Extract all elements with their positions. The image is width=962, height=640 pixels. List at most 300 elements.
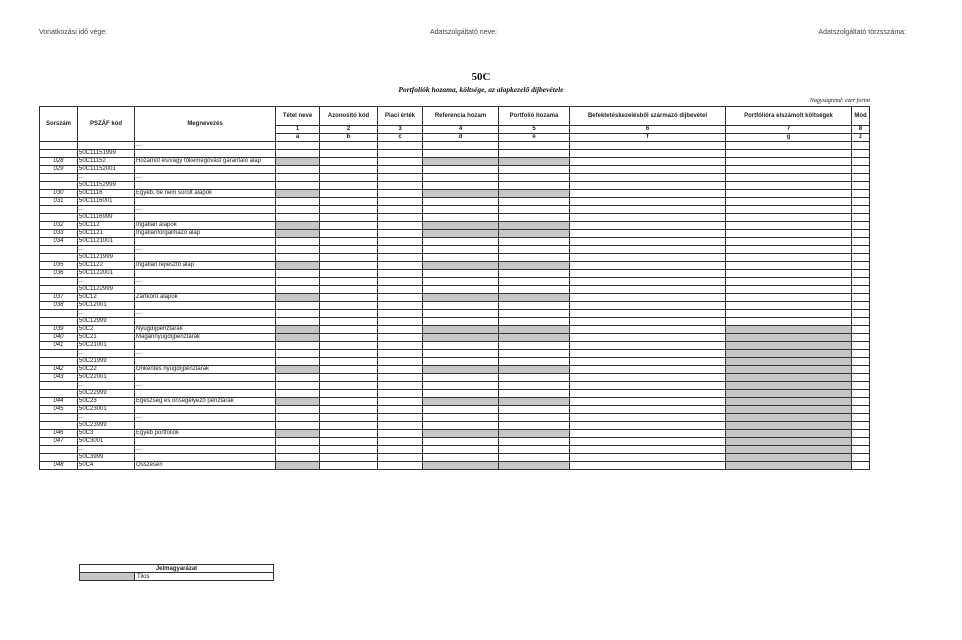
data-cell-z[interactable] [852, 454, 870, 462]
data-cell-d[interactable] [423, 446, 499, 454]
data-cell-e[interactable] [499, 366, 570, 374]
data-cell-b[interactable] [320, 254, 378, 262]
data-cell-a[interactable] [276, 382, 320, 390]
data-cell-d[interactable] [423, 366, 499, 374]
data-cell-e[interactable] [499, 278, 570, 286]
data-cell-c[interactable] [378, 454, 423, 462]
data-cell-g[interactable] [726, 246, 852, 254]
data-cell-a[interactable] [276, 294, 320, 302]
data-cell-d[interactable] [423, 150, 499, 158]
data-cell-e[interactable] [499, 214, 570, 222]
data-cell-f[interactable] [570, 302, 726, 310]
data-cell-g[interactable] [726, 294, 852, 302]
data-cell-e[interactable] [499, 246, 570, 254]
data-cell-a[interactable] [276, 238, 320, 246]
data-cell-d[interactable] [423, 174, 499, 182]
data-cell-f[interactable] [570, 262, 726, 270]
data-cell-f[interactable] [570, 422, 726, 430]
data-cell-g[interactable] [726, 166, 852, 174]
data-cell-g[interactable] [726, 214, 852, 222]
data-cell-z[interactable] [852, 190, 870, 198]
data-cell-a[interactable] [276, 366, 320, 374]
data-cell-b[interactable] [320, 238, 378, 246]
data-cell-z[interactable] [852, 150, 870, 158]
data-cell-c[interactable] [378, 246, 423, 254]
data-cell-f[interactable] [570, 214, 726, 222]
data-cell-b[interactable] [320, 262, 378, 270]
data-cell-g[interactable] [726, 390, 852, 398]
data-cell-f[interactable] [570, 198, 726, 206]
data-cell-z[interactable] [852, 366, 870, 374]
data-cell-a[interactable] [276, 214, 320, 222]
data-cell-f[interactable] [570, 230, 726, 238]
data-cell-f[interactable] [570, 398, 726, 406]
data-cell-g[interactable] [726, 262, 852, 270]
data-cell-e[interactable] [499, 174, 570, 182]
data-cell-c[interactable] [378, 262, 423, 270]
data-cell-g[interactable] [726, 254, 852, 262]
data-cell-e[interactable] [499, 438, 570, 446]
data-cell-f[interactable] [570, 270, 726, 278]
data-cell-b[interactable] [320, 382, 378, 390]
data-cell-a[interactable] [276, 406, 320, 414]
data-cell-g[interactable] [726, 446, 852, 454]
data-cell-a[interactable] [276, 398, 320, 406]
data-cell-d[interactable] [423, 142, 499, 150]
data-cell-c[interactable] [378, 462, 423, 470]
data-cell-d[interactable] [423, 462, 499, 470]
data-cell-d[interactable] [423, 254, 499, 262]
data-cell-b[interactable] [320, 430, 378, 438]
data-cell-a[interactable] [276, 358, 320, 366]
data-cell-g[interactable] [726, 398, 852, 406]
data-cell-c[interactable] [378, 286, 423, 294]
data-cell-e[interactable] [499, 358, 570, 366]
data-cell-d[interactable] [423, 262, 499, 270]
data-cell-c[interactable] [378, 142, 423, 150]
data-cell-f[interactable] [570, 326, 726, 334]
data-cell-b[interactable] [320, 318, 378, 326]
data-cell-b[interactable] [320, 174, 378, 182]
data-cell-c[interactable] [378, 382, 423, 390]
data-cell-g[interactable] [726, 374, 852, 382]
data-cell-c[interactable] [378, 190, 423, 198]
data-cell-c[interactable] [378, 310, 423, 318]
data-cell-a[interactable] [276, 318, 320, 326]
data-cell-f[interactable] [570, 310, 726, 318]
data-cell-c[interactable] [378, 174, 423, 182]
data-cell-c[interactable] [378, 206, 423, 214]
data-cell-d[interactable] [423, 398, 499, 406]
data-cell-z[interactable] [852, 422, 870, 430]
data-cell-e[interactable] [499, 158, 570, 166]
data-cell-c[interactable] [378, 374, 423, 382]
data-cell-f[interactable] [570, 246, 726, 254]
data-cell-c[interactable] [378, 230, 423, 238]
data-cell-b[interactable] [320, 398, 378, 406]
data-cell-b[interactable] [320, 422, 378, 430]
data-cell-e[interactable] [499, 294, 570, 302]
data-cell-a[interactable] [276, 278, 320, 286]
data-cell-z[interactable] [852, 438, 870, 446]
data-cell-c[interactable] [378, 294, 423, 302]
data-cell-g[interactable] [726, 190, 852, 198]
data-cell-e[interactable] [499, 142, 570, 150]
data-cell-a[interactable] [276, 262, 320, 270]
data-cell-e[interactable] [499, 446, 570, 454]
data-cell-b[interactable] [320, 342, 378, 350]
data-cell-g[interactable] [726, 198, 852, 206]
data-cell-a[interactable] [276, 414, 320, 422]
data-cell-b[interactable] [320, 182, 378, 190]
data-cell-f[interactable] [570, 318, 726, 326]
data-cell-f[interactable] [570, 438, 726, 446]
data-cell-a[interactable] [276, 230, 320, 238]
data-cell-z[interactable] [852, 358, 870, 366]
data-cell-f[interactable] [570, 222, 726, 230]
data-cell-c[interactable] [378, 446, 423, 454]
data-cell-a[interactable] [276, 182, 320, 190]
data-cell-z[interactable] [852, 326, 870, 334]
data-cell-g[interactable] [726, 350, 852, 358]
data-cell-f[interactable] [570, 150, 726, 158]
data-cell-a[interactable] [276, 286, 320, 294]
data-cell-z[interactable] [852, 158, 870, 166]
data-cell-b[interactable] [320, 350, 378, 358]
data-cell-g[interactable] [726, 302, 852, 310]
data-cell-g[interactable] [726, 422, 852, 430]
data-cell-d[interactable] [423, 206, 499, 214]
data-cell-a[interactable] [276, 422, 320, 430]
data-cell-g[interactable] [726, 174, 852, 182]
data-cell-z[interactable] [852, 310, 870, 318]
data-cell-f[interactable] [570, 294, 726, 302]
data-cell-b[interactable] [320, 310, 378, 318]
data-cell-e[interactable] [499, 302, 570, 310]
data-cell-e[interactable] [499, 390, 570, 398]
data-cell-b[interactable] [320, 390, 378, 398]
data-cell-d[interactable] [423, 230, 499, 238]
data-cell-f[interactable] [570, 278, 726, 286]
data-cell-b[interactable] [320, 278, 378, 286]
data-cell-z[interactable] [852, 142, 870, 150]
data-cell-d[interactable] [423, 342, 499, 350]
data-cell-e[interactable] [499, 222, 570, 230]
data-cell-f[interactable] [570, 342, 726, 350]
data-cell-d[interactable] [423, 438, 499, 446]
data-cell-d[interactable] [423, 406, 499, 414]
data-cell-z[interactable] [852, 318, 870, 326]
data-cell-f[interactable] [570, 462, 726, 470]
data-cell-d[interactable] [423, 302, 499, 310]
data-cell-g[interactable] [726, 358, 852, 366]
data-cell-a[interactable] [276, 350, 320, 358]
data-cell-b[interactable] [320, 222, 378, 230]
data-cell-a[interactable] [276, 446, 320, 454]
data-cell-a[interactable] [276, 430, 320, 438]
data-cell-a[interactable] [276, 190, 320, 198]
data-cell-z[interactable] [852, 374, 870, 382]
data-cell-b[interactable] [320, 366, 378, 374]
data-cell-d[interactable] [423, 334, 499, 342]
data-cell-z[interactable] [852, 238, 870, 246]
data-cell-c[interactable] [378, 398, 423, 406]
data-cell-e[interactable] [499, 326, 570, 334]
data-cell-z[interactable] [852, 270, 870, 278]
data-cell-g[interactable] [726, 366, 852, 374]
data-cell-g[interactable] [726, 414, 852, 422]
data-cell-g[interactable] [726, 342, 852, 350]
data-cell-z[interactable] [852, 174, 870, 182]
data-cell-g[interactable] [726, 158, 852, 166]
data-cell-e[interactable] [499, 374, 570, 382]
data-cell-f[interactable] [570, 142, 726, 150]
data-cell-a[interactable] [276, 374, 320, 382]
data-cell-e[interactable] [499, 238, 570, 246]
data-cell-c[interactable] [378, 222, 423, 230]
data-cell-e[interactable] [499, 430, 570, 438]
data-cell-d[interactable] [423, 350, 499, 358]
data-cell-z[interactable] [852, 398, 870, 406]
data-cell-a[interactable] [276, 142, 320, 150]
data-cell-a[interactable] [276, 310, 320, 318]
data-cell-c[interactable] [378, 166, 423, 174]
data-cell-e[interactable] [499, 454, 570, 462]
data-cell-c[interactable] [378, 438, 423, 446]
data-cell-b[interactable] [320, 414, 378, 422]
data-cell-d[interactable] [423, 414, 499, 422]
data-cell-b[interactable] [320, 206, 378, 214]
data-cell-c[interactable] [378, 270, 423, 278]
data-cell-c[interactable] [378, 358, 423, 366]
data-cell-d[interactable] [423, 454, 499, 462]
data-cell-z[interactable] [852, 294, 870, 302]
data-cell-z[interactable] [852, 462, 870, 470]
data-cell-f[interactable] [570, 454, 726, 462]
data-cell-c[interactable] [378, 254, 423, 262]
data-cell-f[interactable] [570, 414, 726, 422]
data-cell-z[interactable] [852, 246, 870, 254]
data-cell-b[interactable] [320, 302, 378, 310]
data-cell-c[interactable] [378, 366, 423, 374]
data-cell-b[interactable] [320, 166, 378, 174]
data-cell-b[interactable] [320, 446, 378, 454]
data-cell-d[interactable] [423, 430, 499, 438]
data-cell-d[interactable] [423, 294, 499, 302]
data-cell-d[interactable] [423, 246, 499, 254]
data-cell-g[interactable] [726, 286, 852, 294]
data-cell-d[interactable] [423, 270, 499, 278]
data-cell-g[interactable] [726, 462, 852, 470]
data-cell-d[interactable] [423, 182, 499, 190]
data-cell-a[interactable] [276, 254, 320, 262]
data-cell-a[interactable] [276, 326, 320, 334]
data-cell-z[interactable] [852, 262, 870, 270]
data-cell-b[interactable] [320, 294, 378, 302]
data-cell-b[interactable] [320, 286, 378, 294]
data-cell-g[interactable] [726, 438, 852, 446]
data-cell-f[interactable] [570, 390, 726, 398]
data-cell-c[interactable] [378, 342, 423, 350]
data-cell-c[interactable] [378, 214, 423, 222]
data-cell-f[interactable] [570, 182, 726, 190]
data-cell-d[interactable] [423, 214, 499, 222]
data-cell-f[interactable] [570, 158, 726, 166]
data-cell-c[interactable] [378, 302, 423, 310]
data-cell-a[interactable] [276, 198, 320, 206]
data-cell-e[interactable] [499, 150, 570, 158]
data-cell-g[interactable] [726, 206, 852, 214]
data-cell-z[interactable] [852, 342, 870, 350]
data-cell-f[interactable] [570, 286, 726, 294]
data-cell-e[interactable] [499, 182, 570, 190]
data-cell-f[interactable] [570, 366, 726, 374]
data-cell-f[interactable] [570, 406, 726, 414]
data-cell-g[interactable] [726, 334, 852, 342]
data-cell-g[interactable] [726, 454, 852, 462]
data-cell-f[interactable] [570, 374, 726, 382]
data-cell-e[interactable] [499, 262, 570, 270]
data-cell-e[interactable] [499, 190, 570, 198]
data-cell-e[interactable] [499, 254, 570, 262]
data-cell-z[interactable] [852, 230, 870, 238]
data-cell-e[interactable] [499, 350, 570, 358]
data-cell-g[interactable] [726, 238, 852, 246]
data-cell-e[interactable] [499, 270, 570, 278]
data-cell-d[interactable] [423, 326, 499, 334]
data-cell-e[interactable] [499, 342, 570, 350]
data-cell-c[interactable] [378, 158, 423, 166]
data-cell-b[interactable] [320, 326, 378, 334]
data-cell-g[interactable] [726, 318, 852, 326]
data-cell-f[interactable] [570, 174, 726, 182]
data-cell-z[interactable] [852, 406, 870, 414]
data-cell-d[interactable] [423, 318, 499, 326]
data-cell-g[interactable] [726, 310, 852, 318]
data-cell-e[interactable] [499, 318, 570, 326]
data-cell-e[interactable] [499, 398, 570, 406]
data-cell-z[interactable] [852, 446, 870, 454]
data-cell-z[interactable] [852, 334, 870, 342]
data-cell-e[interactable] [499, 406, 570, 414]
data-cell-e[interactable] [499, 382, 570, 390]
data-cell-b[interactable] [320, 158, 378, 166]
data-cell-b[interactable] [320, 246, 378, 254]
data-cell-b[interactable] [320, 374, 378, 382]
data-cell-a[interactable] [276, 222, 320, 230]
data-cell-g[interactable] [726, 430, 852, 438]
data-cell-f[interactable] [570, 446, 726, 454]
data-cell-d[interactable] [423, 166, 499, 174]
data-cell-g[interactable] [726, 326, 852, 334]
data-cell-f[interactable] [570, 238, 726, 246]
data-cell-b[interactable] [320, 198, 378, 206]
data-cell-c[interactable] [378, 350, 423, 358]
data-cell-e[interactable] [499, 334, 570, 342]
data-cell-a[interactable] [276, 150, 320, 158]
data-cell-c[interactable] [378, 318, 423, 326]
data-cell-z[interactable] [852, 214, 870, 222]
data-cell-f[interactable] [570, 206, 726, 214]
data-cell-b[interactable] [320, 190, 378, 198]
data-cell-c[interactable] [378, 182, 423, 190]
data-cell-a[interactable] [276, 270, 320, 278]
data-cell-c[interactable] [378, 430, 423, 438]
data-cell-c[interactable] [378, 278, 423, 286]
data-cell-d[interactable] [423, 238, 499, 246]
data-cell-b[interactable] [320, 142, 378, 150]
data-cell-c[interactable] [378, 334, 423, 342]
data-cell-g[interactable] [726, 270, 852, 278]
data-cell-g[interactable] [726, 142, 852, 150]
data-cell-z[interactable] [852, 166, 870, 174]
data-cell-g[interactable] [726, 278, 852, 286]
data-cell-d[interactable] [423, 422, 499, 430]
data-cell-z[interactable] [852, 390, 870, 398]
data-cell-d[interactable] [423, 358, 499, 366]
data-cell-z[interactable] [852, 430, 870, 438]
data-cell-b[interactable] [320, 214, 378, 222]
data-cell-a[interactable] [276, 462, 320, 470]
data-cell-b[interactable] [320, 150, 378, 158]
data-cell-g[interactable] [726, 222, 852, 230]
data-cell-a[interactable] [276, 390, 320, 398]
data-cell-e[interactable] [499, 230, 570, 238]
data-cell-e[interactable] [499, 286, 570, 294]
data-cell-a[interactable] [276, 206, 320, 214]
data-cell-d[interactable] [423, 390, 499, 398]
data-cell-f[interactable] [570, 382, 726, 390]
data-cell-d[interactable] [423, 278, 499, 286]
data-cell-f[interactable] [570, 254, 726, 262]
data-cell-c[interactable] [378, 406, 423, 414]
data-cell-a[interactable] [276, 246, 320, 254]
data-cell-g[interactable] [726, 406, 852, 414]
data-cell-e[interactable] [499, 422, 570, 430]
data-cell-a[interactable] [276, 302, 320, 310]
data-cell-d[interactable] [423, 374, 499, 382]
data-cell-f[interactable] [570, 350, 726, 358]
data-cell-c[interactable] [378, 326, 423, 334]
data-cell-d[interactable] [423, 190, 499, 198]
data-cell-z[interactable] [852, 254, 870, 262]
data-cell-z[interactable] [852, 302, 870, 310]
data-cell-e[interactable] [499, 206, 570, 214]
data-cell-f[interactable] [570, 190, 726, 198]
data-cell-d[interactable] [423, 382, 499, 390]
data-cell-b[interactable] [320, 438, 378, 446]
data-cell-a[interactable] [276, 174, 320, 182]
data-cell-b[interactable] [320, 230, 378, 238]
data-cell-c[interactable] [378, 414, 423, 422]
data-cell-b[interactable] [320, 454, 378, 462]
data-cell-a[interactable] [276, 438, 320, 446]
data-cell-z[interactable] [852, 182, 870, 190]
data-cell-d[interactable] [423, 158, 499, 166]
data-cell-z[interactable] [852, 382, 870, 390]
data-cell-z[interactable] [852, 278, 870, 286]
data-cell-a[interactable] [276, 334, 320, 342]
data-cell-b[interactable] [320, 358, 378, 366]
data-cell-c[interactable] [378, 238, 423, 246]
data-cell-g[interactable] [726, 150, 852, 158]
data-cell-e[interactable] [499, 462, 570, 470]
data-cell-b[interactable] [320, 462, 378, 470]
data-cell-d[interactable] [423, 222, 499, 230]
data-cell-d[interactable] [423, 286, 499, 294]
data-cell-a[interactable] [276, 454, 320, 462]
data-cell-e[interactable] [499, 166, 570, 174]
